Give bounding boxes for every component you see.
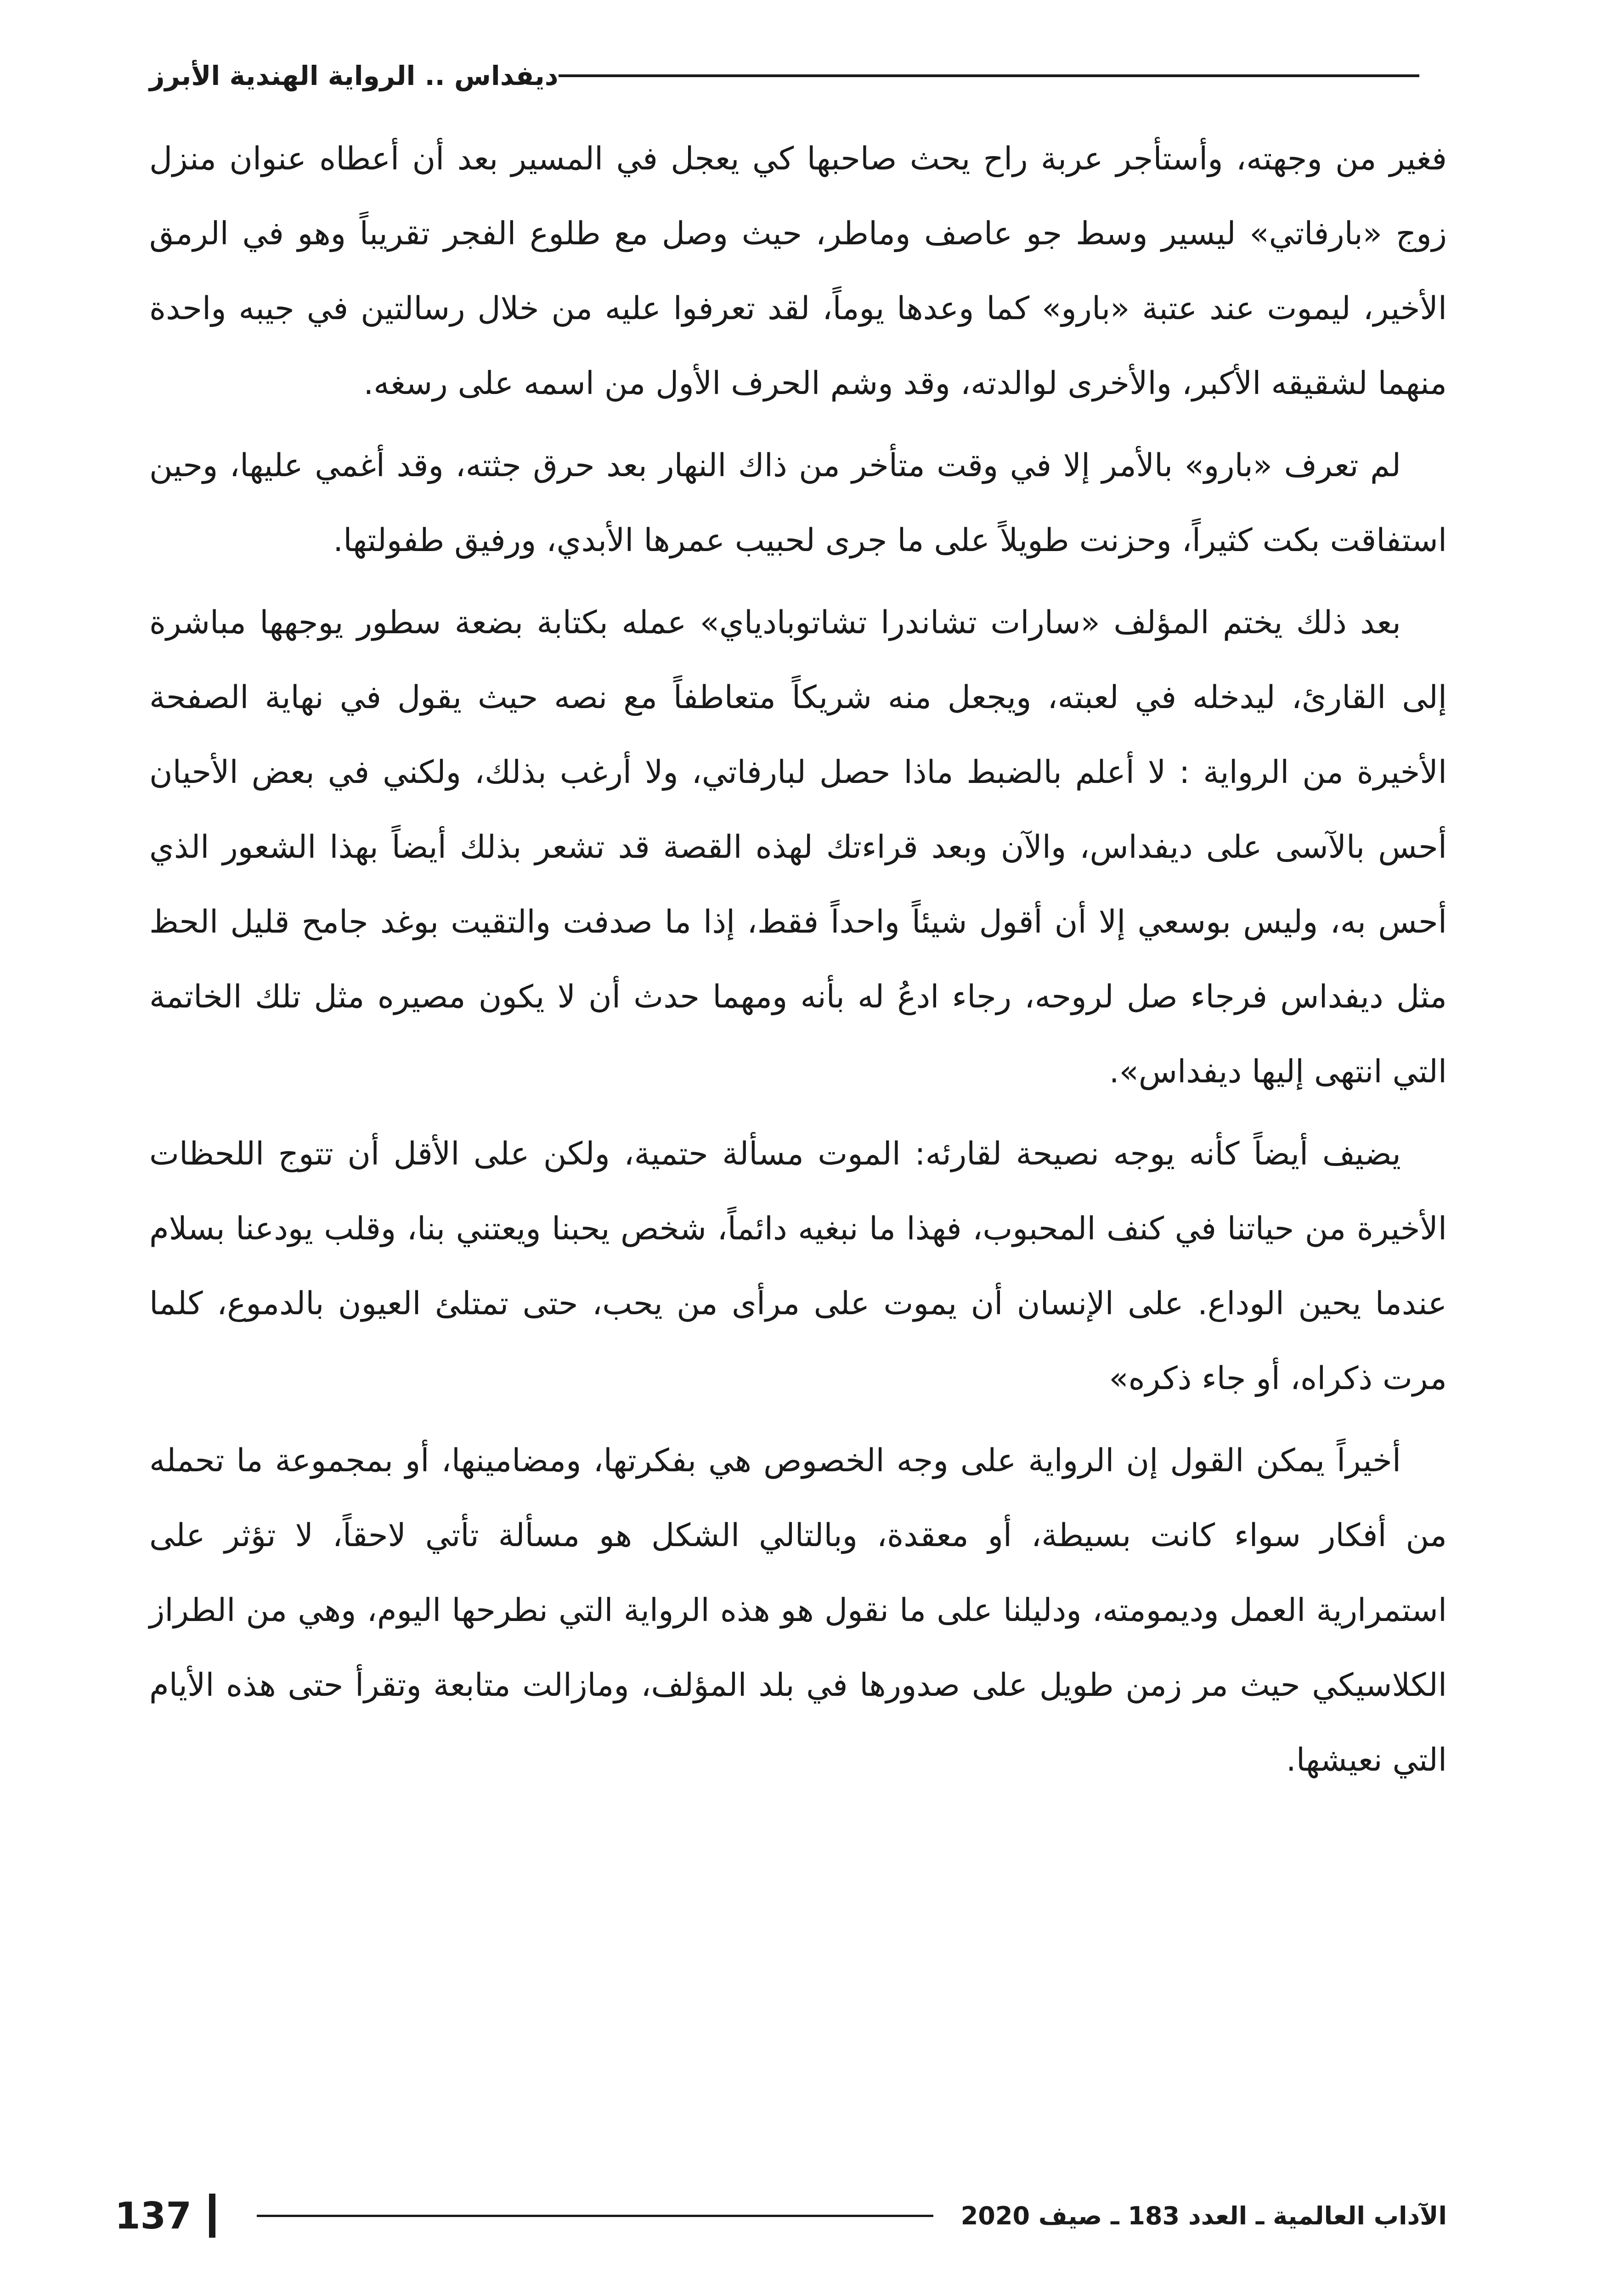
header-rule — [559, 74, 1419, 77]
page-number: 137 — [115, 2194, 192, 2237]
footer-rule — [257, 2215, 933, 2217]
paragraph: بعد ذلك يختم المؤلف «سارات تشاندرا تشاتوبادياي» عمله بكتابة بضعة سطور يوجهها مباشرة إلى القارئ، ليدخله في لعبته، ويجعل منه شريكاً متعاطفاً مع نصه حيث يقول في نهاية الصفحة الأخيرة من الرواية : لا أعلم بالضبط ماذا حصل لبارفاتي، ولا أرغب بذلك، ولكني في بعض الأحيان أحس بالآسى على ديفداس، والآن وبعد قراءتك لهذه القصة قد تشعر بذلك أيضاً بهذا الشعور الذي أحس به، وليس بوسعي إلا أن أقول شيئاً واحداً فقط، إذا ما صدفت والتقيت بوغد جامح قليل الحظ مثل ديفداس فرجاء صل لروحه، رجاء ادعُ له بأنه ومهما حدث أن لا يكون مصيره مثل تلك الخاتمة التي انتهى إليها ديفداس». — [149, 604, 1447, 1090]
running-header — [149, 46, 1447, 106]
paragraph: أخيراً يمكن القول إن الرواية على وجه الخصوص هي بفكرتها، ومضامينها، أو بمجموعة ما تحمله من أفكار سواء كانت بسيطة، أو معقدة، وبالتالي الشكل هو مسألة تأتي لاحقاً، لا تؤثر على استمرارية العمل وديمومته، ودليلنا على ما نقول هو هذه الرواية التي نطرحها اليوم، وهي من الطراز الكلاسيكي حيث مر زمن طويل على صدورها في بلد المؤلف، ومازالت متابعة وتقرأ حتى هذه الأيام التي نعيشها. — [149, 1442, 1447, 1778]
running-title: ديفداس .. الرواية الهندية الأبرز — [149, 60, 559, 91]
page-number-bar — [209, 2194, 215, 2238]
paragraph: يضيف أيضاً كأنه يوجه نصيحة لقارئه: الموت مسألة حتمية، ولكن على الأقل أن تتوج اللحظات الأخيرة من حياتنا في كنف المحبوب، فهذا ما نبغيه دائماً، شخص يحبنا ويعتني بنا، وقلب يودعنا بسلام عندما يحين الوداع. على الإنسان أن يموت على مرأى من يحب، حتى تمتلئ العيون بالدموع، كلما مرت ذكراه، أو جاء ذكره» — [149, 1136, 1447, 1397]
page-footer — [115, 2181, 1447, 2250]
article-body — [149, 122, 1447, 1805]
paragraph: لم تعرف «بارو» بالأمر إلا في وقت متأخر من ذاك النهار بعد حرق جثته، وقد أغمي عليها، وحين استفاقت بكت كثيراً، وحزنت طويلاً على ما جرى لحبيب عمرها الأبدي، ورفيق طفولتها. — [149, 447, 1447, 559]
journal-issue: الآداب العالمية ـ العدد 183 ـ صيف 2020 — [960, 2201, 1447, 2230]
paragraph: فغير من وجهته، وأستأجر عربة راح يحث صاحبها كي يعجل في المسير بعد أن أعطاه عنوان منزل زوج «بارفاتي» ليسير وسط جو عاصف وماطر، حيث وصل مع طلوع الفجر تقريباً وهو في الرمق الأخير، ليموت عند عتبة «بارو» كما وعدها يوماً، لقد تعرفوا عليه من خلال رسالتين في جيبه واحدة منهما لشقيقه الأكبر، والأخرى لوالدته، وقد وشم الحرف الأول من اسمه على رسغه. — [149, 141, 1447, 402]
